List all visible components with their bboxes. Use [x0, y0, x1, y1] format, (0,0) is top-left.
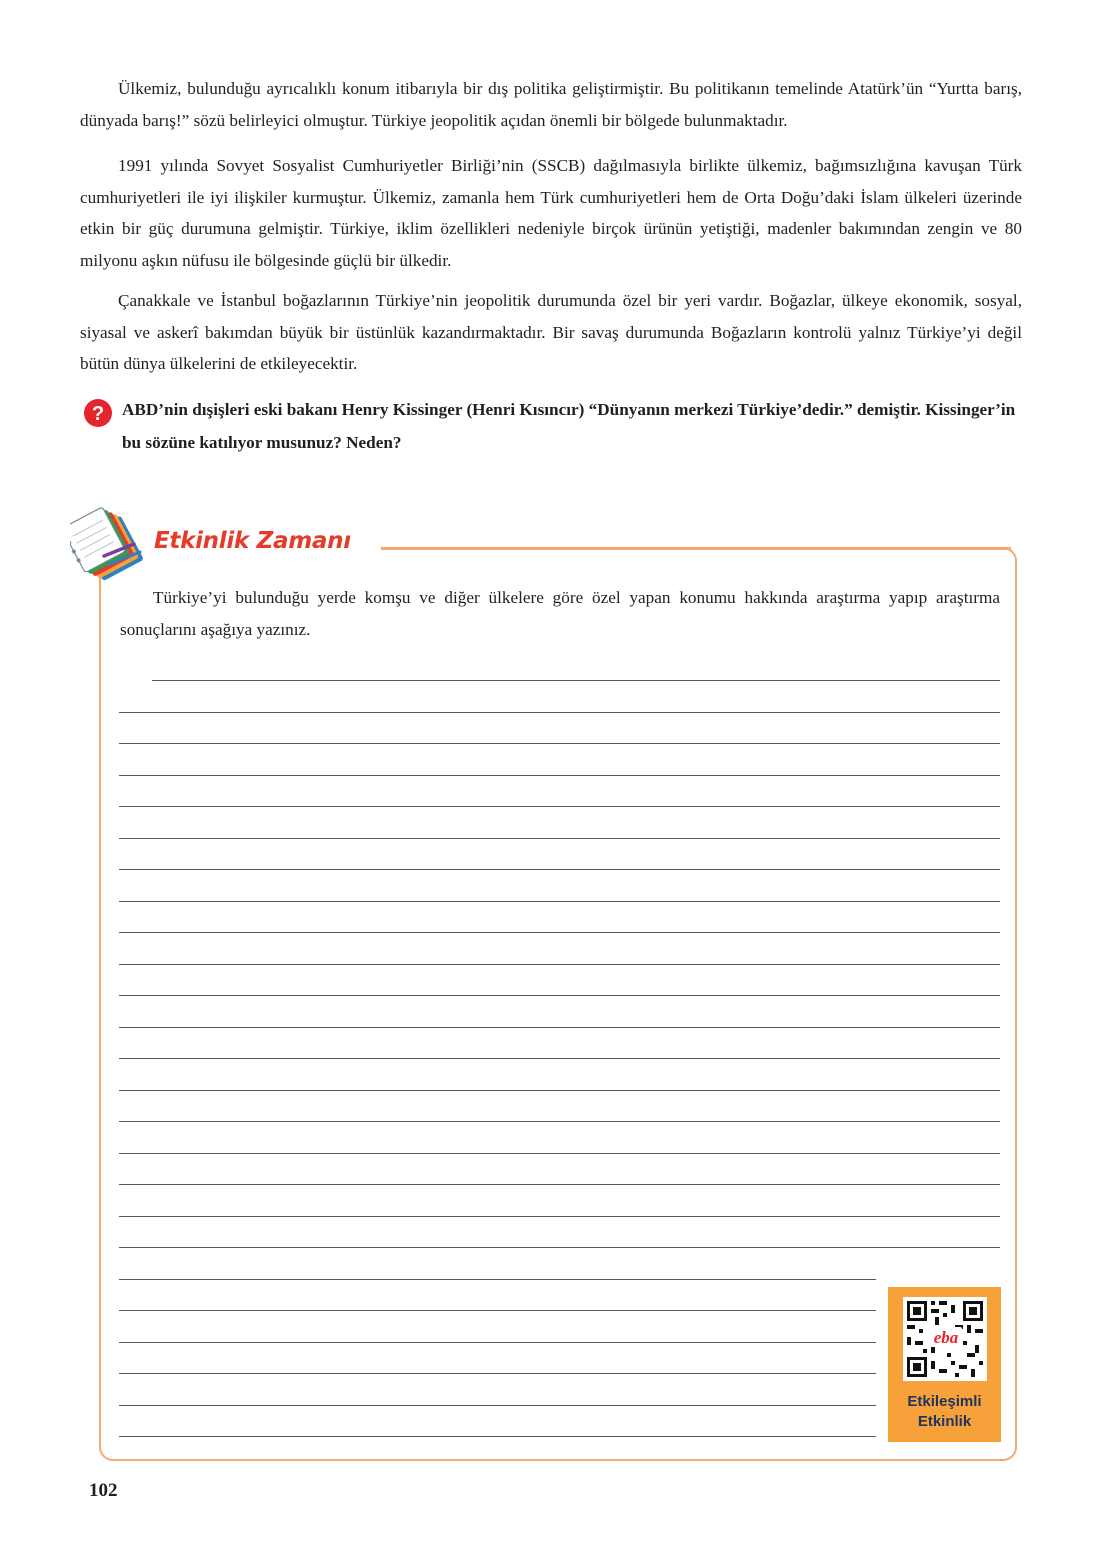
answer-line[interactable] [119, 901, 1000, 902]
answer-line[interactable] [119, 869, 1000, 870]
answer-line[interactable] [119, 964, 1000, 965]
activity-heading-rule [381, 547, 1011, 550]
answer-line[interactable] [119, 1436, 876, 1437]
answer-line[interactable] [119, 1405, 876, 1406]
answer-line[interactable] [119, 1342, 876, 1343]
body-paragraph-3: Çanakkale ve İstanbul boğazlarının Türkiye’nin jeopolitik durumunda özel bir yeri vardır. Boğazlar, ülkeye ekonomik, sosyal, siyasal ve askerî bakımdan büyük bir üstünlük kazandırmaktadır. Bir savaş durumunda Boğazların kontrolü yalnız Türkiye’yi değil bütün dünya ülkelerini de etkileyecektir. [80, 291, 1022, 373]
activity-instruction: Türkiye’yi bulunduğu yerde komşu ve diğer ülkelere göre özel yapan konumu hakkında araştırma yapıp araştırma sonuçlarını aşağıya yazınız. [120, 588, 1000, 639]
activity-title: Etkinlik Zamanı [154, 528, 351, 554]
qr-code-icon[interactable] [903, 1297, 987, 1381]
answer-line[interactable] [119, 1090, 1000, 1091]
answer-line[interactable] [119, 712, 1000, 713]
answer-line[interactable] [119, 995, 1000, 996]
body-paragraph-1: Ülkemiz, bulunduğu ayrıcalıklı konum itibarıyla bir dış politika geliştirmiştir. Bu politikanın temelinde Atatürk’ün “Yurtta barış, dünyada barış!” sözü belirleyici olmuştur. Türkiye jeopolitik açıdan önemli bir bölgede bulunmaktadır. [80, 79, 1022, 130]
answer-line[interactable] [119, 1247, 1000, 1248]
answer-line[interactable] [119, 1121, 1000, 1122]
notebooks-pencil-icon [70, 500, 158, 582]
answer-line[interactable] [119, 838, 1000, 839]
answer-line[interactable] [119, 1373, 876, 1374]
answer-line[interactable] [119, 1027, 1000, 1028]
svg-text:eba: eba [933, 1328, 959, 1347]
answer-line[interactable] [152, 680, 1000, 681]
eba-label-line-1: Etkileşimli [907, 1393, 982, 1410]
answer-line[interactable] [119, 775, 1000, 776]
answer-line[interactable] [119, 1058, 1000, 1059]
eba-interactive-activity-card[interactable] [888, 1287, 1001, 1442]
discussion-question: ABD’nin dışişleri eski bakanı Henry Kissinger (Henri Kısıncır) “Dünyanın merkezi Türkiye’dedir.” demiştir. Kissinger’in bu sözüne katılıyor musunuz? Neden? [122, 400, 1016, 452]
eba-label-line-2: Etkinlik [917, 1413, 972, 1430]
page-number: 102 [89, 1480, 118, 1501]
answer-line[interactable] [119, 1216, 1000, 1217]
activity-box [99, 547, 1017, 1461]
answer-line[interactable] [119, 1153, 1000, 1154]
body-paragraph-2: 1991 yılında Sovyet Sosyalist Cumhuriyetler Birliği’nin (SSCB) dağılmasıyla birlikte ülkemiz, bağımsızlığına kavuşan Türk cumhuriyetleri ile iyi ilişkiler kurmuştur. Ülkemiz, zamanla hem Türk cumhuriyetleri hem de Orta Doğu’daki İslam ülkeleri üzerinde etkin bir güç durumuna gelmiştir. Türkiye, iklim özellikleri nedeniyle birçok ürünün yetiştiği, madenler bakımından zengin ve 80 milyonu aşkın nüfusu ile bölgesinde güçlü bir ülkedir. [80, 156, 1022, 270]
answer-line[interactable] [119, 932, 1000, 933]
answer-line[interactable] [119, 1310, 876, 1311]
answer-line[interactable] [119, 1279, 876, 1280]
question-mark-icon [84, 399, 112, 427]
answer-line[interactable] [119, 1184, 1000, 1185]
answer-line[interactable] [119, 806, 1000, 807]
svg-text:?: ? [91, 403, 105, 425]
answer-line[interactable] [119, 743, 1000, 744]
